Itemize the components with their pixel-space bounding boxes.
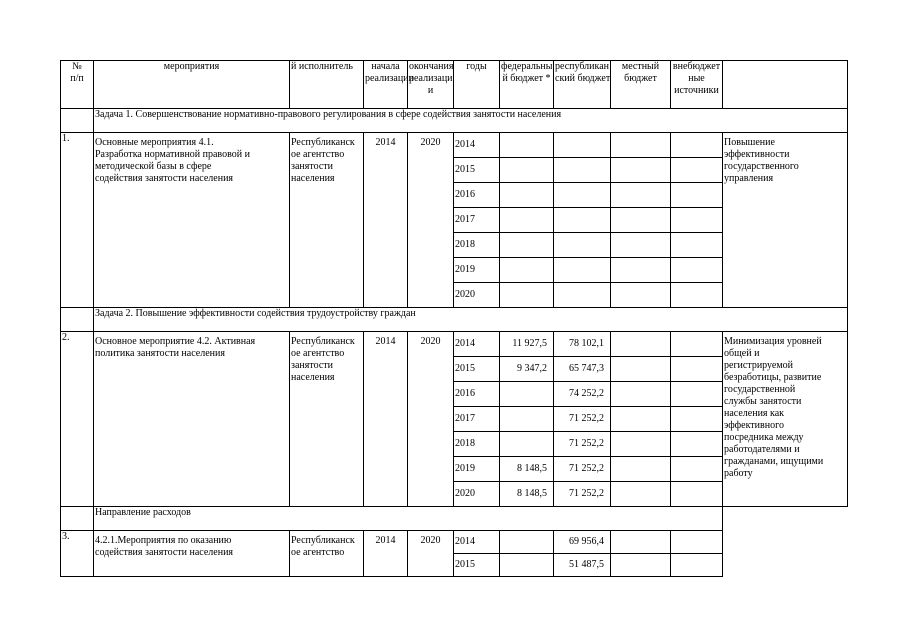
local-budget-cell <box>611 283 671 308</box>
extra-budget-cell <box>671 457 723 482</box>
federal-budget-cell: 9 347,2 <box>500 357 554 382</box>
header-end: окончания реализаци и <box>408 61 454 109</box>
year-cell: 2020 <box>454 482 500 507</box>
federal-budget-cell <box>500 554 554 577</box>
local-budget-cell <box>611 332 671 357</box>
end-year: 2020 <box>408 531 454 577</box>
local-budget-cell <box>611 183 671 208</box>
republic-budget-cell <box>554 133 611 158</box>
federal-budget-cell <box>500 432 554 457</box>
year-row <box>61 332 848 357</box>
year-cell: 2014 <box>454 133 500 158</box>
task-1-title: Задача 1. Совершенствование нормативно-правового регулирования в сфере содействия занятости населения <box>94 109 848 133</box>
local-budget-cell <box>611 457 671 482</box>
extra-budget-cell <box>671 332 723 357</box>
year-cell: 2017 <box>454 208 500 233</box>
republic-budget-cell: 71 252,2 <box>554 457 611 482</box>
year-cell: 2020 <box>454 283 500 308</box>
local-budget-cell <box>611 133 671 158</box>
federal-budget-cell: 8 148,5 <box>500 457 554 482</box>
local-budget-cell <box>611 407 671 432</box>
header-num: № п/п <box>61 61 94 109</box>
row-num: 1. <box>61 133 94 308</box>
federal-budget-cell: 11 927,5 <box>500 332 554 357</box>
header-activity: мероприятия <box>94 61 290 109</box>
federal-budget-cell <box>500 258 554 283</box>
republic-budget-cell: 69 956,4 <box>554 531 611 554</box>
year-cell: 2018 <box>454 432 500 457</box>
local-budget-cell <box>611 432 671 457</box>
header-republic: республикан ский бюджет <box>554 61 611 109</box>
republic-budget-cell: 71 252,2 <box>554 482 611 507</box>
year-cell: 2014 <box>454 531 500 554</box>
year-cell: 2018 <box>454 233 500 258</box>
extra-budget-cell <box>671 283 723 308</box>
end-year: 2020 <box>408 133 454 308</box>
extra-budget-cell <box>671 133 723 158</box>
federal-budget-cell <box>500 133 554 158</box>
extra-budget-cell <box>671 432 723 457</box>
republic-budget-cell: 71 252,2 <box>554 432 611 457</box>
republic-budget-cell <box>554 158 611 183</box>
extra-budget-cell <box>671 158 723 183</box>
executor: Республиканск ое агентство <box>290 531 364 577</box>
executor: Республиканск ое агентство занятости населения <box>290 133 364 308</box>
federal-budget-cell <box>500 407 554 432</box>
local-budget-cell <box>611 382 671 407</box>
header-local: местный бюджет <box>611 61 671 109</box>
republic-budget-cell <box>554 258 611 283</box>
local-budget-cell <box>611 482 671 507</box>
local-budget-cell <box>611 208 671 233</box>
header-row <box>61 61 848 109</box>
local-budget-cell <box>611 531 671 554</box>
header-extra: внебюджет ные источники <box>671 61 723 109</box>
local-budget-cell <box>611 554 671 577</box>
extra-budget-cell <box>671 208 723 233</box>
expected-result: Повышение эффективности государственного управления <box>723 133 848 308</box>
header-start: начала реализации <box>364 61 408 109</box>
activity-name: 4.2.1.Мероприятия по оказанию содействия занятости населения <box>94 531 290 577</box>
header-federal: федеральны й бюджет * <box>500 61 554 109</box>
start-year: 2014 <box>364 531 408 577</box>
extra-budget-cell <box>671 482 723 507</box>
extra-budget-cell <box>671 233 723 258</box>
year-cell: 2016 <box>454 382 500 407</box>
extra-budget-cell <box>671 183 723 208</box>
task-spacer <box>61 109 94 133</box>
republic-budget-cell: 51 487,5 <box>554 554 611 577</box>
federal-budget-cell <box>500 183 554 208</box>
year-cell: 2016 <box>454 183 500 208</box>
year-cell: 2015 <box>454 357 500 382</box>
extra-budget-cell <box>671 258 723 283</box>
federal-budget-cell <box>500 283 554 308</box>
year-cell: 2014 <box>454 332 500 357</box>
republic-budget-cell <box>554 283 611 308</box>
year-cell: 2019 <box>454 258 500 283</box>
year-row <box>61 531 848 554</box>
direction-title: Направление расходов <box>94 507 723 531</box>
federal-budget-cell <box>500 158 554 183</box>
row-num: 3. <box>61 531 94 577</box>
federal-budget-cell <box>500 208 554 233</box>
task-row <box>61 109 848 133</box>
year-cell: 2015 <box>454 158 500 183</box>
task-2-title: Задача 2. Повышение эффективности содействия трудоустройству граждан <box>94 308 848 332</box>
local-budget-cell <box>611 158 671 183</box>
republic-budget-cell <box>554 183 611 208</box>
expected-result-blank <box>723 531 848 577</box>
direction-blank <box>723 507 848 531</box>
republic-budget-cell: 65 747,3 <box>554 357 611 382</box>
year-row <box>61 133 848 158</box>
extra-budget-cell <box>671 357 723 382</box>
measures-table <box>60 60 848 577</box>
year-cell: 2019 <box>454 457 500 482</box>
header-executor: й исполнитель <box>290 61 364 109</box>
task-spacer <box>61 308 94 332</box>
local-budget-cell <box>611 233 671 258</box>
extra-budget-cell <box>671 531 723 554</box>
header-years: годы <box>454 61 500 109</box>
extra-budget-cell <box>671 382 723 407</box>
federal-budget-cell <box>500 233 554 258</box>
republic-budget-cell: 71 252,2 <box>554 407 611 432</box>
direction-row <box>61 507 848 531</box>
extra-budget-cell <box>671 554 723 577</box>
year-cell: 2015 <box>454 554 500 577</box>
republic-budget-cell: 74 252,2 <box>554 382 611 407</box>
year-cell: 2017 <box>454 407 500 432</box>
local-budget-cell <box>611 357 671 382</box>
expected-result: Минимизация уровней общей и регистрируемой безработицы, развитие государственной службы занятости населения как эффективного посредника между работодателями и гражданами, ищущими работу <box>723 332 848 507</box>
republic-budget-cell: 78 102,1 <box>554 332 611 357</box>
direction-spacer <box>61 507 94 531</box>
local-budget-cell <box>611 258 671 283</box>
federal-budget-cell <box>500 531 554 554</box>
start-year: 2014 <box>364 332 408 507</box>
start-year: 2014 <box>364 133 408 308</box>
republic-budget-cell <box>554 208 611 233</box>
activity-name: Основные мероприятия 4.1. Разработка нормативной правовой и методической базы в сфере содействия занятости населения <box>94 133 290 308</box>
row-num: 2. <box>61 332 94 507</box>
extra-budget-cell <box>671 407 723 432</box>
republic-budget-cell <box>554 233 611 258</box>
task-row <box>61 308 848 332</box>
federal-budget-cell: 8 148,5 <box>500 482 554 507</box>
end-year: 2020 <box>408 332 454 507</box>
federal-budget-cell <box>500 382 554 407</box>
executor: Республиканск ое агентство занятости населения <box>290 332 364 507</box>
activity-name: Основное мероприятие 4.2. Активная политика занятости населения <box>94 332 290 507</box>
header-result <box>723 61 848 109</box>
